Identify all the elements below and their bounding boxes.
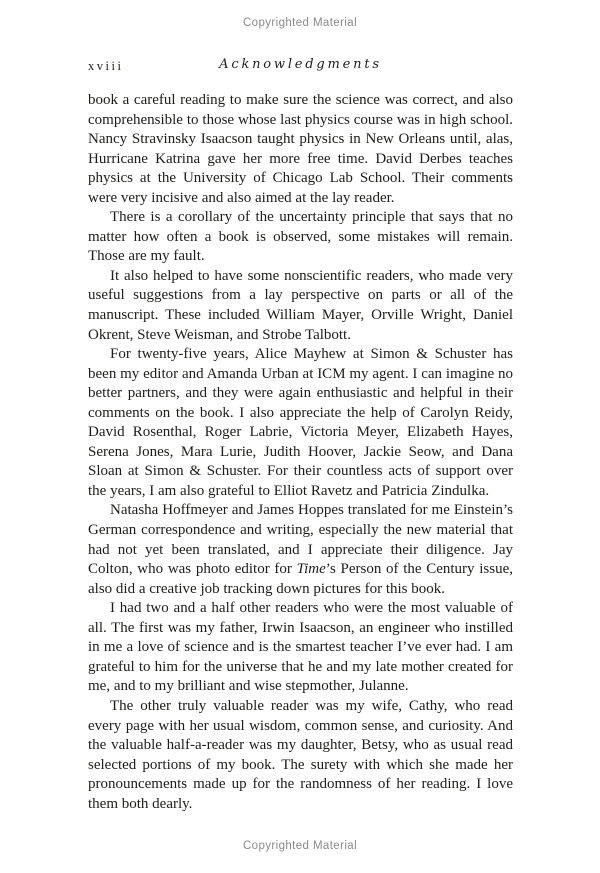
text-run: The other truly valuable reader was my wife, Cathy, who read every page with her usual wisdom, common sense, and curiosity. And the valuable half-a-reader was my daughter, Betsy, who as usual read selected portions of my book. The surety with which she made her pronouncements made up for the randomness of her reading. I love them both dearly. [88,697,513,812]
text-run: For twenty-five years, Alice Mayhew at Simon & Schuster has been my editor and Amanda Urban at ICM my agent. I can imagine no better partners, and they were again enthusiastic and helpful in their comments on the book. I also appreciate the help of Carolyn Reidy, David Rosenthal, Roger Labrie, Victoria Meyer, Elizabeth Hayes, Serena Jones, Mara Lurie, Judith Hoover, Jackie Seow, and Dana Sloan at Simon & Schuster. For their countless acts of support over the years, I am also grateful to Elliot Ravetz and Patricia Zindulka. [88,346,513,499]
paragraph [88,91,513,208]
paragraph [88,267,513,345]
page-number: xviii [88,59,124,73]
paragraph [88,345,513,501]
copyright-notice-bottom: Copyrighted Material [242,840,358,852]
text-run: book a careful reading to make sure the science was correct, and also comprehensible to those whose last physics course was in high school. Nancy Stravinsky Isaacson taught physics in New Orleans until, alas, Hurricane Katrina gave her more free time. David Derbes teaches physics at the University of Chicago Lab School. Their comments were very incisive and also aimed at the lay reader. [88,92,513,206]
copyright-notice-top: Copyrighted Material [242,17,358,29]
text-run: I had two and a half other readers who were the most valuable of all. The first was my father, Irwin Isaacson, an engineer who instilled in me a love of science and is the smartest teacher I’ve ever had. I am grateful to him for the universe that he and my late mother created for me, and to my brilliant and wise stepmother, Julanne. [88,600,513,695]
paragraph [88,208,513,267]
paragraph [88,697,513,814]
body-text [88,91,513,814]
paragraph [88,501,513,599]
paragraph [88,599,513,697]
text-run: Natasha Hoffmeyer and James Hoppes translated for me Einstein’s German correspondence and writing, especially the new material that had not yet been translated, and I appreciate their diligence. Jay Colton, who was photo editor for [88,502,513,578]
text-run: There is a corollary of the uncertainty principle that says that no matter how often a book is observed, some mistakes will remain. Those are my fault. [88,209,513,265]
text-run: It also helped to have some nonscientific readers, who made very useful suggestions from a lay perspective on parts or all of the manuscript. These included William Mayer, Orville Wright, Daniel Okrent, Steve Weisman, and Strobe Talbott. [88,267,513,343]
running-head [88,57,513,75]
italic-text-run: Time [296,561,326,578]
text-run: ’s Person of the Century issue, also did a creative job tracking down pictures for this book. [88,561,514,597]
chapter-title: Acknowledgments [219,57,382,72]
